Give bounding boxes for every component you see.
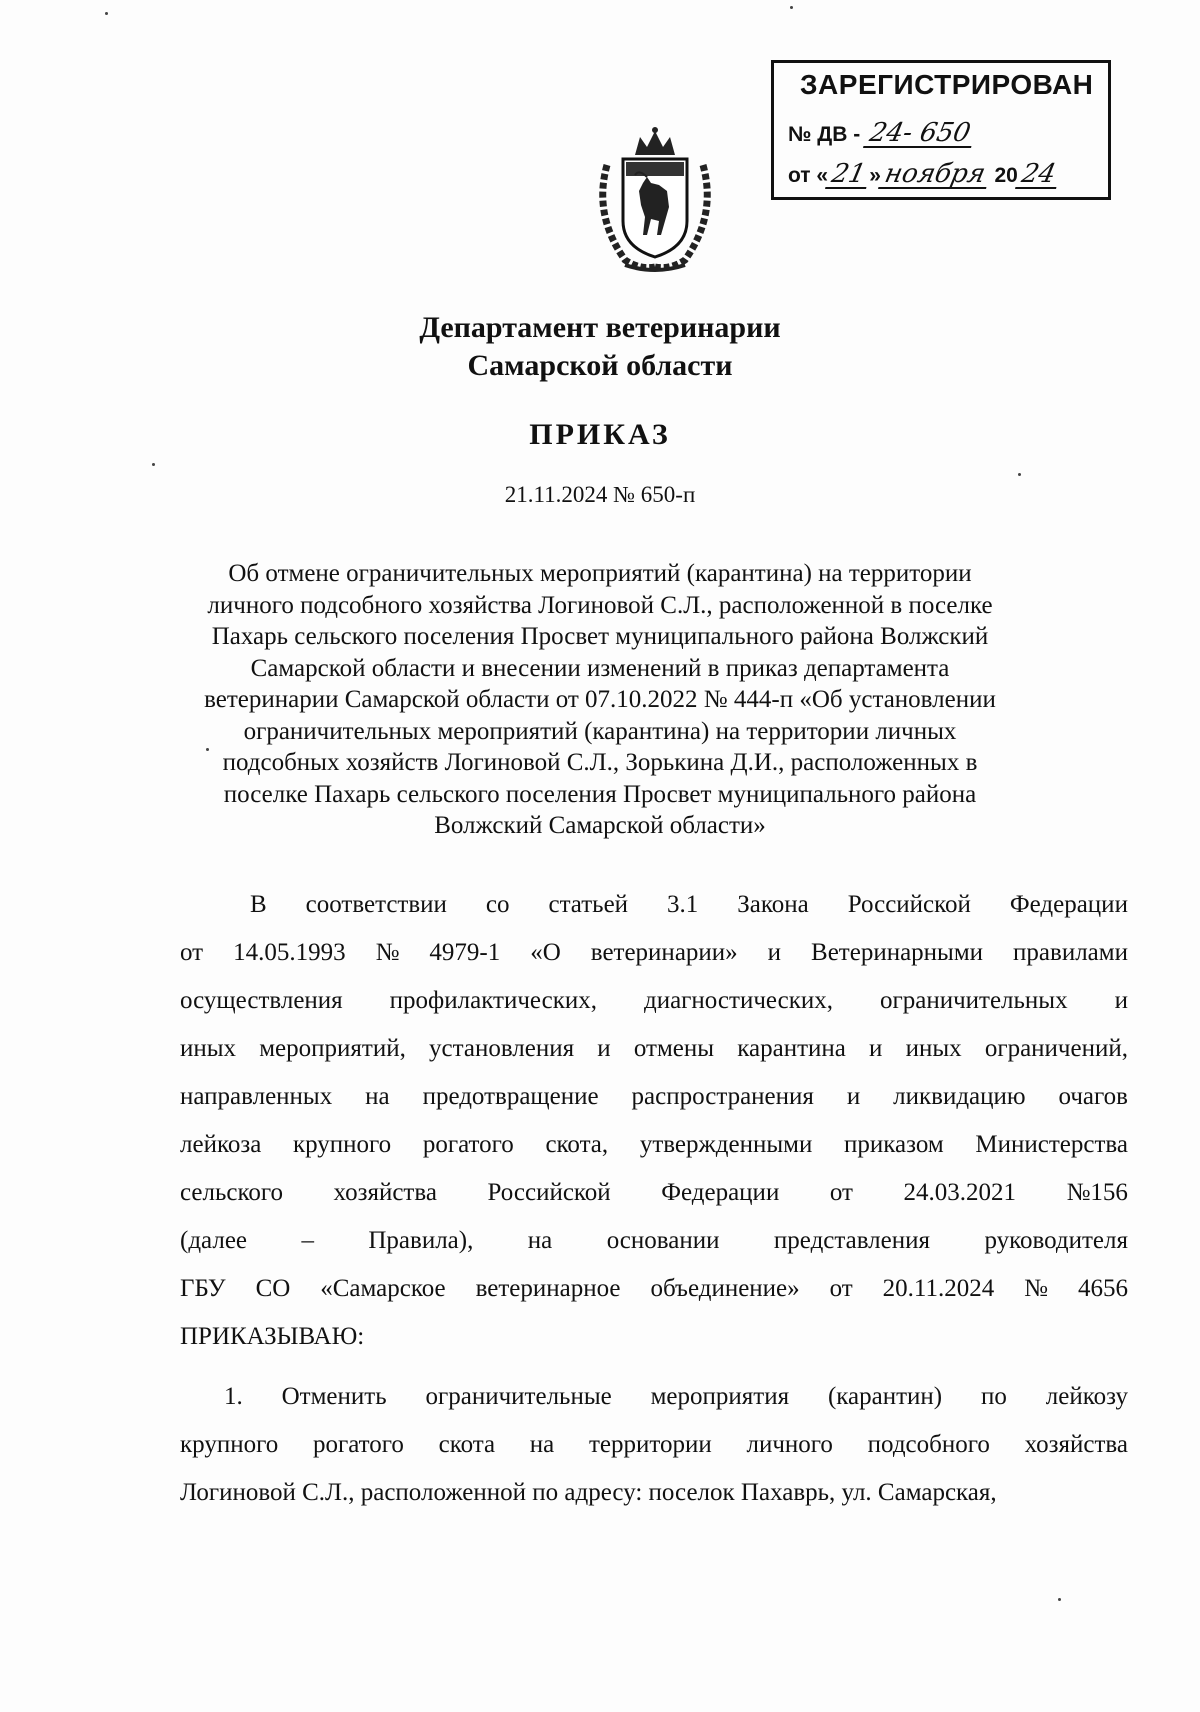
body-word: установления (429, 1035, 575, 1062)
stamp-day-handwritten: 21 (825, 161, 872, 189)
subject-line: поселке Пахарь сельского поселения Просвет муниципального района (223, 780, 977, 808)
stamp-month-separator: » (869, 164, 881, 187)
stamp-title: ЗАРЕГИСТРИРОВАН (800, 69, 1094, 100)
body-word: рогатого (422, 1131, 514, 1158)
body-word: «О (530, 939, 561, 966)
body-word: приказом (844, 1131, 944, 1158)
subject-line: ограничительных мероприятий (карантина) на территории личных (243, 717, 957, 745)
body-line (180, 1226, 1128, 1256)
body-word: скота (438, 1431, 496, 1458)
body-word: направленных (180, 1083, 333, 1110)
coat-of-arms-emblem (585, 125, 725, 275)
body-word: 14.05.1993 (233, 939, 346, 966)
body-word: лейкоза (180, 1131, 262, 1158)
stamp-number-row (788, 120, 974, 148)
stamp-date-prefix: от « (788, 164, 829, 187)
body-word: (далее (180, 1227, 248, 1254)
body-word: Закона (737, 891, 809, 918)
body-word: 20.11.2024 (882, 1275, 995, 1302)
body-word: хозяйства (333, 1179, 437, 1206)
body-word: скота, (545, 1131, 609, 1158)
body-word: СО (255, 1275, 291, 1302)
body-word: осуществления (180, 987, 343, 1014)
body-line (180, 1430, 1128, 1460)
body-word: распространения (631, 1083, 814, 1110)
scan-speck (1018, 473, 1021, 476)
body-line: Логиновой С.Л., расположенной по адресу: поселок Пахаврь, ул. Самарская, (180, 1479, 997, 1506)
body-word: № (1024, 1275, 1049, 1302)
body-word: диагностических, (643, 987, 833, 1014)
body-word: иных (905, 1035, 962, 1062)
body-word: от (180, 939, 204, 966)
body-word: – (301, 1227, 314, 1254)
scan-speck (152, 463, 155, 466)
body-word: (карантин) (827, 1383, 943, 1410)
body-word: мероприятия (650, 1383, 790, 1410)
body-word: представления (773, 1227, 931, 1254)
body-word: лейкозу (1045, 1383, 1128, 1410)
body-word: иных (180, 1035, 237, 1062)
body-line (180, 1082, 1128, 1112)
stamp-date-row (788, 161, 1059, 189)
subject-line: Об отмене ограничительных мероприятий (карантина) на территории (228, 560, 972, 587)
body-word: Правила), (368, 1227, 474, 1254)
body-word: основании (606, 1227, 720, 1254)
body-word: и (767, 939, 782, 966)
body-line (180, 1274, 1128, 1304)
body-word: правилами (1013, 939, 1128, 966)
body-word: 24.03.2021 (903, 1179, 1017, 1206)
stamp-year-prefix: 20 (994, 164, 1018, 187)
body-word: на (529, 1431, 555, 1458)
body-word: от (829, 1275, 853, 1302)
body-word: рогатого (312, 1431, 404, 1458)
body-word: ограничений, (984, 1035, 1128, 1062)
stamp-number-prefix: № ДВ - (788, 123, 861, 146)
body-word: 3.1 (667, 891, 699, 918)
body-word: мероприятий, (259, 1035, 406, 1062)
body-word: предотвращение (422, 1083, 599, 1110)
body-word: «Самарское (320, 1275, 446, 1302)
body-line (180, 938, 1128, 968)
organization-name-line1: Департамент ветеринарии (419, 311, 781, 344)
body-word: утвержденными (639, 1131, 813, 1158)
body-word: от (829, 1179, 853, 1206)
organization-name-line2: Самарской области (467, 349, 733, 382)
subject-line: личного подсобного хозяйства Логиновой С.Л., расположенной в поселке (207, 591, 993, 619)
body-word: ограничительных (879, 987, 1068, 1014)
body-word: очагов (1058, 1083, 1128, 1110)
registration-stamp (771, 60, 1111, 200)
document-number-date: 21.11.2024 № 650-п (504, 482, 696, 507)
body-word: и (1114, 987, 1128, 1014)
body-word: крупного (180, 1431, 279, 1458)
subject-line: Самарской области и внесении изменений в приказ департамента (250, 654, 950, 682)
subject-line: подсобных хозяйств Логиновой С.Л., Зорькина Д.И., расположенных в (222, 749, 978, 776)
body-word: 4979-1 (429, 939, 501, 966)
body-word: отмены (633, 1035, 715, 1062)
body-word: Ветеринарными (811, 939, 984, 966)
subject-line: ветеринарии Самарской области от 07.10.2022 № 444-п «Об установлении (204, 686, 996, 713)
body-word: Федерации (1009, 891, 1128, 918)
scan-speck (206, 748, 209, 751)
body-word: ГБУ (180, 1275, 226, 1302)
document-type-title: ПРИКАЗ (529, 418, 671, 451)
body-word: Российской (847, 891, 971, 918)
body-word: карантина (737, 1035, 846, 1062)
body-word: ограничительные (425, 1383, 612, 1410)
body-line (180, 1130, 1128, 1160)
body-line (180, 1034, 1128, 1064)
body-word: и (846, 1083, 861, 1110)
subject-line: Пахарь сельского поселения Просвет муниципального района Волжский (211, 623, 989, 650)
body-line (224, 1382, 1128, 1412)
stamp-number-handwritten: 24- 650 (863, 120, 977, 148)
body-word: ветеринарии» (590, 939, 738, 966)
body-word: руководителя (984, 1227, 1128, 1254)
body-line (250, 890, 1128, 920)
body-word: В (250, 891, 267, 918)
stamp-month-handwritten: ноября (878, 161, 992, 189)
body-word: Министерства (975, 1131, 1128, 1158)
body-word: территории (589, 1431, 712, 1458)
body-word: на (365, 1083, 390, 1110)
body-word: профилактических, (389, 987, 597, 1014)
scan-speck (1058, 1598, 1061, 1601)
body-word: Федерации (661, 1179, 780, 1206)
body-word: подсобного (867, 1431, 990, 1458)
body-word: объединение» (650, 1275, 800, 1302)
body-word: личного (746, 1431, 833, 1458)
body-word: Российской (487, 1179, 611, 1206)
body-word: и (869, 1035, 883, 1062)
stamp-year-handwritten: 24 (1015, 161, 1062, 189)
scan-speck (790, 6, 793, 9)
body-word: № (375, 939, 400, 966)
body-word: Отменить (281, 1383, 387, 1410)
subject-line: Волжский Самарской области» (434, 812, 766, 839)
body-line (180, 1178, 1128, 1208)
order-directive: ПРИКАЗЫВАЮ: (180, 1323, 365, 1350)
body-line (180, 986, 1128, 1016)
body-word: ликвидацию (893, 1083, 1026, 1110)
body-word: со (485, 891, 510, 918)
body-word: 4656 (1077, 1275, 1128, 1302)
body-word: 1. (224, 1383, 243, 1410)
body-word: статьей (548, 891, 629, 918)
order-subject (180, 558, 1020, 842)
body-word: по (981, 1383, 1007, 1410)
body-word: хозяйства (1024, 1431, 1128, 1458)
body-word: и (597, 1035, 611, 1062)
body-word: крупного (292, 1131, 392, 1158)
body-word: на (527, 1227, 553, 1254)
body-word: соответствии (305, 891, 447, 918)
body-word: №156 (1066, 1179, 1128, 1206)
scan-speck (105, 12, 108, 15)
body-word: ветеринарное (475, 1275, 621, 1302)
body-word: сельского (180, 1179, 283, 1206)
